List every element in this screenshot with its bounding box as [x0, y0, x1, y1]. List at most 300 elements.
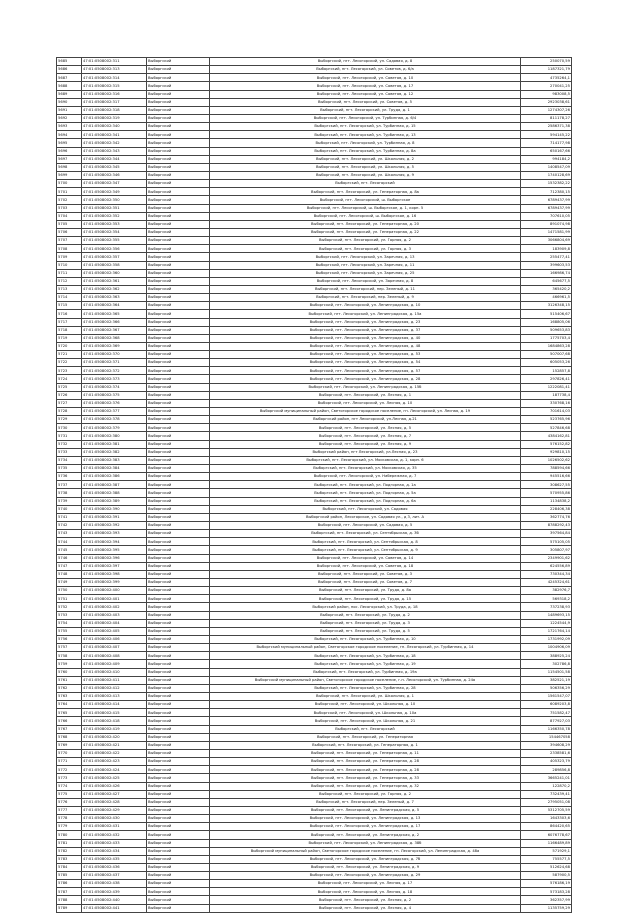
cadastral-number-cell: 47:01:0508002:390 [82, 505, 147, 513]
district-cell: Выборгский [147, 831, 210, 839]
row-number-cell: 5760 [57, 668, 82, 676]
cadastral-number-cell: 47:01:0508002:425 [82, 774, 147, 782]
address-cell: Выборгский, пгт. Лесогорский, ул. Ленинградская, д. 28 [210, 375, 521, 383]
address-cell: Выборгский, пгт. Лесогорский, ул. Ленинградская, д. 37 [210, 326, 521, 334]
address-cell: Выборгский, пгт. Лесогорский, ул. Лесная, д. 4 [210, 904, 521, 912]
cadastral-number-cell: 47:01:0508002:437 [82, 872, 147, 880]
row-number-cell: 5718 [57, 326, 82, 334]
address-cell: Выборгский, пгт. Лесогорский, ул. Генераторная, д. 28 [210, 766, 521, 774]
cadastral-number-cell: 47:01:0508002:429 [82, 806, 147, 814]
district-cell: Выборгский [147, 896, 210, 904]
table-row [57, 204, 572, 212]
row-number-cell: 5757 [57, 644, 82, 652]
row-number-cell: 5751 [57, 595, 82, 603]
row-number-cell: 5735 [57, 465, 82, 473]
district-cell: Выборгский [147, 790, 210, 798]
row-number-cell: 5752 [57, 603, 82, 611]
district-cell: Выборгский [147, 782, 210, 790]
address-cell: Выборгский, пгт. Лесогорский, ул. Лесная, д. 5 [210, 424, 521, 432]
cadastral-number-cell: 47:01:0508002:404 [82, 619, 147, 627]
cadastral-number-cell: 47:01:0508002:372 [82, 367, 147, 375]
address-cell: Выборгский, пгт. Лесогорский, ул. Садовая, д. 8 [210, 58, 521, 66]
table-row [57, 847, 572, 855]
cadastral-number-cell: 47:01:0508002:431 [82, 823, 147, 831]
district-cell: Выборгский [147, 58, 210, 66]
row-number-cell: 5729 [57, 416, 82, 424]
row-number-cell: 5780 [57, 831, 82, 839]
row-number-cell: 5773 [57, 774, 82, 782]
table-row [57, 139, 572, 147]
cadastral-number-cell: 47:01:0508002:377 [82, 408, 147, 416]
district-cell: Выборгский [147, 579, 210, 587]
district-cell: Выборгский [147, 709, 210, 717]
district-cell: Выборгский [147, 220, 210, 228]
district-cell: Выборгский [147, 635, 210, 643]
value-cell: 1166489,89 [521, 839, 572, 847]
table-row [57, 473, 572, 481]
table-row [57, 880, 572, 888]
table-row [57, 831, 572, 839]
cadastral-number-cell: 47:01:0508002:388 [82, 489, 147, 497]
cadastral-number-cell: 47:01:0508002:434 [82, 847, 147, 855]
address-cell: Выборгский, пгт. Лесогорский, ул. Горная, д. 2 [210, 790, 521, 798]
value-cell: 523765,96 [521, 416, 572, 424]
district-cell: Выборгский [147, 725, 210, 733]
cadastral-number-cell: 47:01:0508002:343 [82, 147, 147, 155]
value-cell: 6789437,99 [521, 196, 572, 204]
cadastral-number-cell: 47:01:0508002:427 [82, 790, 147, 798]
table-row [57, 497, 572, 505]
cadastral-number-cell: 47:01:0508002:347 [82, 180, 147, 188]
value-cell: 1166350,78 [521, 725, 572, 733]
row-number-cell: 5721 [57, 351, 82, 359]
table-row [57, 342, 572, 350]
table-row [57, 603, 572, 611]
row-number-cell: 5719 [57, 334, 82, 342]
address-cell: Выборгский, пгт. Лесогорский, пер. Зеленый, д. 11 [210, 285, 521, 293]
table-row [57, 302, 572, 310]
table-row [57, 90, 572, 98]
value-cell: 788594,66 [521, 465, 572, 473]
row-number-cell: 5746 [57, 554, 82, 562]
value-cell: 1224544,9 [521, 619, 572, 627]
table-row [57, 798, 572, 806]
row-number-cell: 5687 [57, 74, 82, 82]
value-cell: 1187321,79 [521, 66, 572, 74]
row-number-cell: 5694 [57, 131, 82, 139]
table-body [57, 58, 572, 913]
cadastral-number-cell: 47:01:0508002:392 [82, 522, 147, 530]
address-cell: Выборгский, пгт. Лесогорский, ул. Горная, д. 2 [210, 237, 521, 245]
value-cell: 394608,29 [521, 741, 572, 749]
cadastral-number-cell: 47:01:0508002:410 [82, 668, 147, 676]
address-cell: Выборгский, пгт. Лесогорский, ул. Садовая, д. 5 [210, 522, 521, 530]
row-number-cell: 5712 [57, 277, 82, 285]
district-cell: Выборгский [147, 212, 210, 220]
cadastral-number-cell: 47:01:0508002:433 [82, 839, 147, 847]
district-cell: Выборгский [147, 294, 210, 302]
table-row [57, 440, 572, 448]
address-cell: Выборгский, пгт. Лесогорский, ул. Ленинградская, д. 9 [210, 863, 521, 871]
cadastral-number-cell: 47:01:0508002:346 [82, 171, 147, 179]
cadastral-number-cell: 47:01:0508002:345 [82, 163, 147, 171]
cadastral-number-cell: 47:01:0508002:318 [82, 106, 147, 114]
cadastral-number-cell: 47:01:0508002:354 [82, 228, 147, 236]
row-number-cell: 5703 [57, 204, 82, 212]
value-cell: 569318,2 [521, 595, 572, 603]
district-cell: Выборгский [147, 171, 210, 179]
value-cell: 527846,68 [521, 424, 572, 432]
district-cell: Выборгский [147, 676, 210, 684]
cadastral-number-cell: 47:01:0508002:351 [82, 204, 147, 212]
district-cell: Выборгский [147, 546, 210, 554]
district-cell: Выборгский [147, 180, 210, 188]
table-row [57, 188, 572, 196]
table-row [57, 513, 572, 521]
value-cell: 701614,03 [521, 408, 572, 416]
row-number-cell: 5769 [57, 741, 82, 749]
value-cell: 570955,86 [521, 489, 572, 497]
address-cell: Выборгский, пгт. Лесогорский, ул. Школьная, д. 2 [210, 155, 521, 163]
row-number-cell: 5748 [57, 570, 82, 578]
address-cell: Выборгский, пгт. Лесогорский, ул. Турбинная, д. 8а [210, 147, 521, 155]
value-cell: 122870,2 [521, 782, 572, 790]
value-cell: 1643303,6 [521, 815, 572, 823]
district-cell: Выборгский [147, 106, 210, 114]
address-cell: Выборгский, пгт. Лесогорский, ул. Школьная, д. 10а [210, 709, 521, 717]
table-row [57, 806, 572, 814]
cadastral-number-cell: 47:01:0508002:405 [82, 627, 147, 635]
address-cell: Выборгский, пгт. Лесогорский, ул. Подгорная, д. 5а [210, 489, 521, 497]
address-cell: Выборгский муниципальный район, Светогорское городское поселение, гп. Лесогорский, ул. Лесная, д. 19 [210, 408, 521, 416]
row-number-cell: 5743 [57, 530, 82, 538]
cadastral-number-cell: 47:01:0508002:357 [82, 253, 147, 261]
address-cell: Выборгский, пгт. Лесогорский, ул. Лесная, д. 9 [210, 440, 521, 448]
cadastral-number-cell: 47:01:0508002:319 [82, 114, 147, 122]
address-cell: Выборгский, пгт. Лесогорский [210, 725, 521, 733]
address-cell: Выборгский, пгт. Лесогорский, ул. Сентябрьская, д. 8 [210, 538, 521, 546]
value-cell: 5312705,59 [521, 806, 572, 814]
address-cell: Выборгский, пгт. Лесогорский, ул. Горная, д. 3 [210, 245, 521, 253]
value-cell: 187738,4 [521, 391, 572, 399]
address-cell: Выборгский, пгт. Лесогорский, ул. Ленинградская, д. 15а [210, 310, 521, 318]
value-cell: 1775703,4 [521, 334, 572, 342]
row-number-cell: 5708 [57, 245, 82, 253]
value-cell: 183909,8 [521, 245, 572, 253]
cadastral-number-cell: 47:01:0508002:399 [82, 579, 147, 587]
table-row [57, 131, 572, 139]
value-cell: 382976,7 [521, 587, 572, 595]
value-cell: 388925,24 [521, 652, 572, 660]
cadastral-number-cell: 47:01:0508002:365 [82, 310, 147, 318]
table-row [57, 522, 572, 530]
table-row [57, 220, 572, 228]
value-cell: 2349901,62 [521, 554, 572, 562]
district-cell: Выборгский [147, 701, 210, 709]
value-cell: 166986,74 [521, 269, 572, 277]
address-cell: Выборгский, пгт. Лесогорский, ул. Лесная, д. 17 [210, 880, 521, 888]
cadastral-number-cell: 47:01:0508002:353 [82, 220, 147, 228]
address-cell: Выборгский, пгт. Лесогорский, ул. Труда, д. 2 [210, 611, 521, 619]
cadastral-number-cell: 47:01:0508002:387 [82, 481, 147, 489]
cadastral-number-cell: 47:01:0508002:395 [82, 546, 147, 554]
table-row [57, 717, 572, 725]
address-cell: Выборгский, пгт. Лесогорский, ул. Садовая [210, 505, 521, 513]
address-cell: Выборгский, пгт. Лесогорский, ул. Турбинная, д. 19 [210, 660, 521, 668]
value-cell: 362357,99 [521, 896, 572, 904]
cadastral-number-cell: 47:01:0508002:379 [82, 424, 147, 432]
table-row [57, 855, 572, 863]
table-row [57, 790, 572, 798]
table-row [57, 749, 572, 757]
table-row [57, 416, 572, 424]
district-cell: Выборгский [147, 82, 210, 90]
address-cell: Выборгский муниципальный район, Светогорское городское поселение, гп. Лесогорский, ул. Ленинградская, д. 48а [210, 847, 521, 855]
district-cell: Выборгский [147, 570, 210, 578]
table-row [57, 709, 572, 717]
address-cell: Выборгский район, пос. Лесогорский, ул. Труда, д. 18 [210, 603, 521, 611]
district-cell: Выборгский [147, 717, 210, 725]
value-cell: 1274307,26 [521, 106, 572, 114]
cadastral-number-cell: 47:01:0508002:313 [82, 66, 147, 74]
value-cell: 2923038,61 [521, 98, 572, 106]
value-cell: 2338581,6 [521, 749, 572, 757]
value-cell: 1721764,14 [521, 627, 572, 635]
table-row [57, 562, 572, 570]
table-row [57, 725, 572, 733]
value-cell: 405323,79 [521, 758, 572, 766]
table-row [57, 310, 572, 318]
cadastral-number-cell: 47:01:0508002:376 [82, 399, 147, 407]
address-cell: Выборгский, пгт. Лесогорский, ул. Ленинградская, д. 7б [210, 855, 521, 863]
row-number-cell: 5785 [57, 872, 82, 880]
table-row [57, 579, 572, 587]
cadastral-number-cell: 47:01:0508002:415 [82, 709, 147, 717]
table-row [57, 530, 572, 538]
district-cell: Выборгский [147, 285, 210, 293]
row-number-cell: 5705 [57, 220, 82, 228]
table-row [57, 619, 572, 627]
cadastral-number-cell: 47:01:0508002:361 [82, 277, 147, 285]
value-cell: 587900,5 [521, 872, 572, 880]
cadastral-number-cell: 47:01:0508002:439 [82, 888, 147, 896]
row-number-cell: 5695 [57, 139, 82, 147]
district-cell: Выборгский [147, 237, 210, 245]
table-row [57, 66, 572, 74]
cadastral-number-cell: 47:01:0508002:394 [82, 538, 147, 546]
district-cell: Выборгский [147, 90, 210, 98]
table-row [57, 82, 572, 90]
value-cell: 228406,38 [521, 505, 572, 513]
value-cell: 1026502,62 [521, 456, 572, 464]
value-cell: 1154501,58 [521, 668, 572, 676]
district-cell: Выборгский [147, 375, 210, 383]
address-cell: Выборгский, пгт. Лесогорский, ул. Турбинная, д. 18 [210, 652, 521, 660]
row-number-cell: 5789 [57, 904, 82, 912]
district-cell: Выборгский [147, 749, 210, 757]
value-cell: 1471581,99 [521, 228, 572, 236]
district-cell: Выборгский [147, 644, 210, 652]
district-cell: Выборгский [147, 432, 210, 440]
district-cell: Выборгский [147, 684, 210, 692]
table-row [57, 399, 572, 407]
row-number-cell: 5724 [57, 375, 82, 383]
value-cell: 6076778,67 [521, 831, 572, 839]
row-number-cell: 5696 [57, 147, 82, 155]
cadastral-number-cell: 47:01:0508002:355 [82, 237, 147, 245]
table-row [57, 375, 572, 383]
row-number-cell: 5690 [57, 98, 82, 106]
cadastral-number-cell: 47:01:0508002:403 [82, 611, 147, 619]
address-cell: Выборгский, пгт. Лесогорский, ул. Генераторная, д. 1 [210, 741, 521, 749]
cadastral-number-cell: 47:01:0508002:406 [82, 635, 147, 643]
row-number-cell: 5766 [57, 717, 82, 725]
row-number-cell: 5772 [57, 766, 82, 774]
row-number-cell: 5728 [57, 408, 82, 416]
value-cell: 3665241,01 [521, 774, 572, 782]
row-number-cell: 5740 [57, 505, 82, 513]
row-number-cell: 5775 [57, 790, 82, 798]
value-cell: 1222081,41 [521, 383, 572, 391]
value-cell: 3066804,69 [521, 237, 572, 245]
cadastral-number-cell: 47:01:0508002:386 [82, 473, 147, 481]
cadastral-number-cell: 47:01:0508002:374 [82, 383, 147, 391]
row-number-cell: 5779 [57, 823, 82, 831]
table-row [57, 432, 572, 440]
cadastral-number-cell: 47:01:0508002:314 [82, 74, 147, 82]
district-cell: Выборгский [147, 448, 210, 456]
district-cell: Выборгский [147, 367, 210, 375]
address-cell: Выборгский, пгт. Лесогорский, ул. Школьная, д. 10 [210, 701, 521, 709]
cadastral-number-cell: 47:01:0508002:369 [82, 342, 147, 350]
table-row [57, 733, 572, 741]
cadastral-number-cell: 47:01:0508002:382 [82, 448, 147, 456]
address-cell: Выборгский, пгт. Лесогорский, ул. Советов, д. 14 [210, 554, 521, 562]
cadastral-number-cell: 47:01:0508002:400 [82, 587, 147, 595]
value-cell: 575105,05 [521, 538, 572, 546]
cadastral-number-cell: 47:01:0508002:370 [82, 351, 147, 359]
row-number-cell: 5688 [57, 82, 82, 90]
district-cell: Выборгский [147, 123, 210, 131]
table-row [57, 587, 572, 595]
address-cell: Выборгский, пгт. Лесогорский, ул. Ленинградская, д. 2 [210, 831, 521, 839]
table-row [57, 774, 572, 782]
table-row [57, 74, 572, 82]
row-number-cell: 5714 [57, 294, 82, 302]
value-cell: 4735264,1 [521, 74, 572, 82]
address-cell: Выборгский, пгт. Лесогорский, ул. Заречная, д. 11 [210, 261, 521, 269]
district-cell: Выборгский [147, 627, 210, 635]
cadastral-number-cell: 47:01:0508002:389 [82, 497, 147, 505]
value-cell: 650167,66 [521, 147, 572, 155]
cadastral-number-cell: 47:01:0508002:412 [82, 684, 147, 692]
table-row [57, 692, 572, 700]
district-cell: Выборгский [147, 497, 210, 505]
table-row [57, 408, 572, 416]
address-cell: Выборгский, пгт. Лесогорский, ул. Турбинная, д. 28 [210, 684, 521, 692]
row-number-cell: 5723 [57, 367, 82, 375]
address-cell: Выборгский район, пгт Лесогорский, ул.Лесная, д. 23 [210, 448, 521, 456]
value-cell: 929810,15 [521, 448, 572, 456]
value-cell: 1135759,29 [521, 904, 572, 912]
address-cell: Выборгский район, пгт Лесогорский, ул.Лесная, д.21 [210, 416, 521, 424]
row-number-cell: 5783 [57, 855, 82, 863]
district-cell: Выборгский [147, 131, 210, 139]
district-cell: Выборгский [147, 904, 210, 912]
table-row [57, 546, 572, 554]
district-cell: Выборгский [147, 424, 210, 432]
cadastral-number-cell: 47:01:0508002:352 [82, 212, 147, 220]
district-cell: Выборгский [147, 652, 210, 660]
table-row [57, 448, 572, 456]
row-number-cell: 5734 [57, 456, 82, 464]
address-cell: Выборгский, пгт. Лесогорский, ул. Генераторная, д. 32 [210, 782, 521, 790]
value-cell: 1532382,22 [521, 180, 572, 188]
district-cell: Выборгский [147, 587, 210, 595]
district-cell: Выборгский [147, 522, 210, 530]
district-cell: Выборгский [147, 326, 210, 334]
table-row [57, 489, 572, 497]
row-number-cell: 5701 [57, 188, 82, 196]
address-cell: Выборгский, пгт. Лесогорский, ул. Турбинная, д. 8 [210, 139, 521, 147]
district-cell: Выборгский [147, 416, 210, 424]
value-cell: 154467058 [521, 733, 572, 741]
district-cell: Выборгский [147, 888, 210, 896]
address-cell: Выборгский, пгт. Лесогорский, ул. Труда, д. 3 [210, 619, 521, 627]
row-number-cell: 5767 [57, 725, 82, 733]
value-cell: 737238,93 [521, 603, 572, 611]
value-cell: 571929,1 [521, 847, 572, 855]
address-cell: Выборгский, пгт. Лесогорский, ул. Заречная, д. 13 [210, 253, 521, 261]
table-row [57, 872, 572, 880]
row-number-cell: 5761 [57, 676, 82, 684]
value-cell: 714177,98 [521, 139, 572, 147]
district-cell: Выборгский [147, 562, 210, 570]
address-cell: Выборгский, пгт. Лесогорский, ул. Ленинградская, д. 10 [210, 302, 521, 310]
district-cell: Выборгский [147, 163, 210, 171]
value-cell: 512624,68 [521, 863, 572, 871]
cadastral-number-cell: 47:01:0508002:380 [82, 432, 147, 440]
district-cell: Выборгский [147, 139, 210, 147]
value-cell: 152857,8 [521, 367, 572, 375]
address-cell: Выборгский, пгт. Лесогорский, ул. Советов, д. 18 [210, 562, 521, 570]
district-cell: Выборгский [147, 872, 210, 880]
table-row [57, 595, 572, 603]
address-cell: Выборгский, пгт. Лесогорский, ш. Выборгское, д. 16 [210, 212, 521, 220]
value-cell: 1134838,2 [521, 497, 572, 505]
value-cell: 270041,25 [521, 82, 572, 90]
table-row [57, 326, 572, 334]
address-cell: Выборгский, пгт. Лесогорский, ул. Генераторная, д. 8а [210, 188, 521, 196]
district-cell: Выборгский [147, 408, 210, 416]
cadastral-number-cell: 47:01:0508002:316 [82, 90, 147, 98]
row-number-cell: 5732 [57, 440, 82, 448]
address-cell: Выборгский, пгт. Лесогорский, ул. Советов, д. 12 [210, 90, 521, 98]
table-row [57, 839, 572, 847]
value-cell: 4245324,61 [521, 579, 572, 587]
cadastral-number-cell: 47:01:0508002:317 [82, 98, 147, 106]
table-row [57, 741, 572, 749]
value-cell: 877927,03 [521, 717, 572, 725]
cadastral-number-cell: 47:01:0508002:413 [82, 692, 147, 700]
district-cell: Выборгский [147, 269, 210, 277]
row-number-cell: 5739 [57, 497, 82, 505]
address-cell: Выборгский, пгт. Лесогорский, ул. Ленинградская, д. 5 [210, 806, 521, 814]
table-row [57, 782, 572, 790]
row-number-cell: 5758 [57, 652, 82, 660]
table-row [57, 180, 572, 188]
table-row [57, 823, 572, 831]
